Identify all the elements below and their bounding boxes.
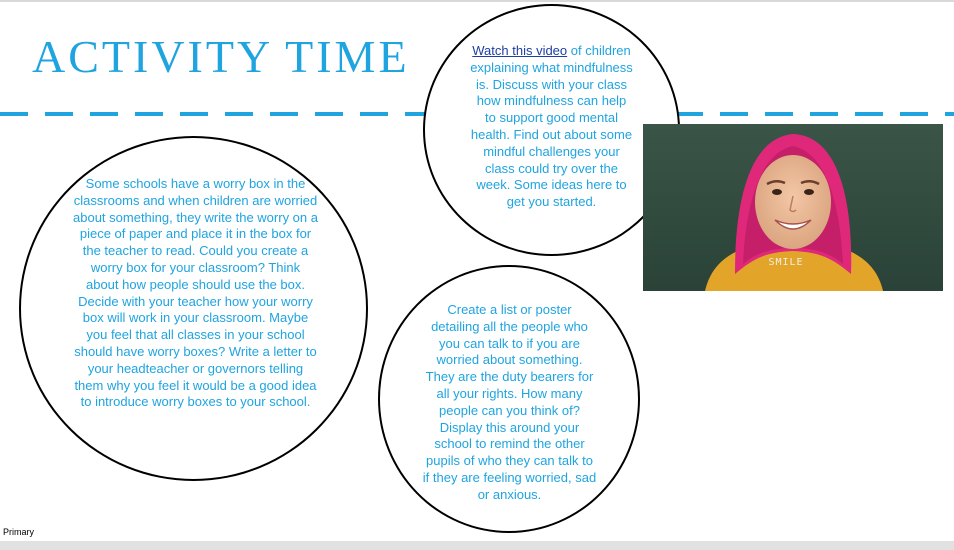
watch-video-link[interactable]: Watch this video [472,43,568,58]
page-title: ACTIVITY TIME [32,31,410,82]
smiling-girl-photo [643,124,943,291]
photo-illustration [643,124,943,291]
talk-list-text: Create a list or poster detailing all the people who you can talk to if you are worried about something. They are the duty bearers for all your rights. How many people can you think of? Display this around your school to remind the other pupils of who they can talk to if they are feeling worried, sad or anxious. [422,302,597,502]
video-activity-body: of children explaining what mindfulness is. Discuss with your class how mindfulness can help to support good mental health. Find out about some mindful challenges your class could try over the week. Some ideas here to get you started. [470,43,633,210]
worry-box-text: Some schools have a worry box in the classrooms and when children are worried about something, they write the worry on a piece of paper and place it in the box for the teacher to read. Could you create a worry box for your classroom? Think about how people should use the box. Decide with your teacher how your worry box will work in your classroom. Maybe you feel that all classes in your school should have worry boxes? Write a letter to your headteacher or governors telling them why you feel it would be a good idea to introduce worry boxes to your school. [73,176,318,410]
bottom-border [0,541,954,550]
video-activity-text [470,43,633,211]
shirt-text: SMILE [768,257,804,268]
top-border [0,0,954,2]
footer-label: Primary [3,527,34,537]
